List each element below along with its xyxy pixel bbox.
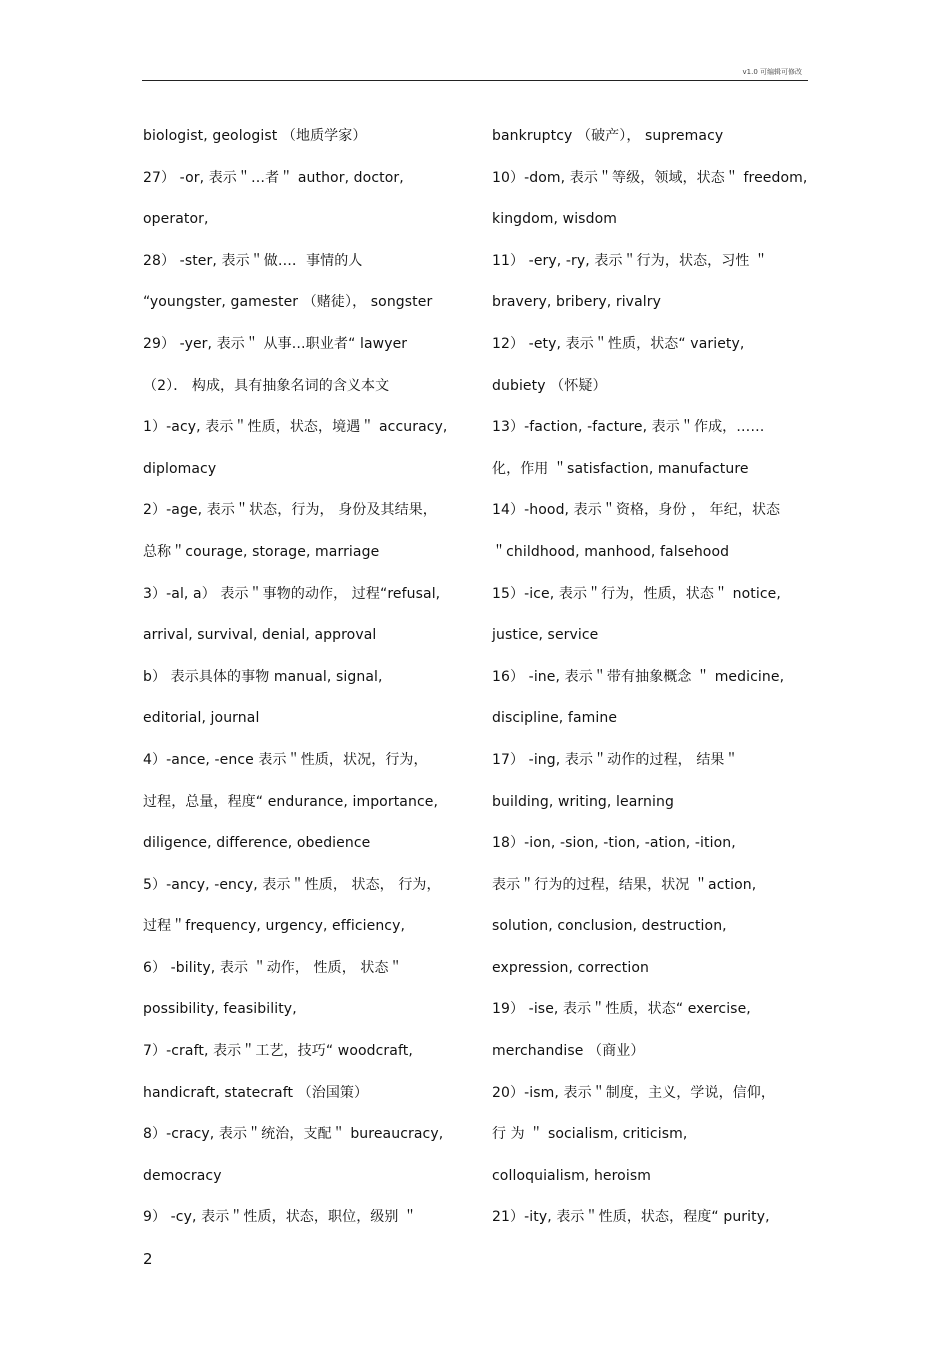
- text-line: 10）-dom, 表示＂等级，领域，状态＂ freedom,: [492, 169, 808, 186]
- text-line: discipline, famine: [492, 710, 618, 727]
- text-line: 化，作用 ＂satisfaction, manufacture: [492, 460, 749, 477]
- text-line: 3）-al, a） 表示＂事物的动作， 过程“refusal,: [143, 585, 441, 602]
- text-line: 2）-age, 表示＂状态，行为， 身份及其结果，: [143, 502, 437, 519]
- text-line: building, writing, learning: [492, 793, 674, 810]
- text-line: 过程＂frequency, urgency, efficiency,: [143, 918, 406, 935]
- text-line: 21）-ity, 表示＂性质，状态，程度“ purity,: [492, 1209, 770, 1226]
- page-number: 2: [143, 1250, 153, 1268]
- text-line: 1）-acy, 表示＂性质，状态，境遇＂ accuracy,: [143, 419, 448, 436]
- text-line: b） 表示具体的事物 manual, signal,: [143, 668, 383, 685]
- left-column: [143, 116, 461, 1239]
- text-line: 20）-ism, 表示＂制度，主义，学说，信仰，: [492, 1084, 775, 1101]
- text-line: colloquialism, heroism: [492, 1167, 651, 1184]
- text-line: bravery, bribery, rivalry: [492, 294, 661, 311]
- text-line: 29） -yer, 表示＂ 从事…职业者“ lawyer: [143, 335, 408, 352]
- text-line: editorial, journal: [143, 710, 260, 727]
- text-line: 9） -cy, 表示＂性质，状态，职位，级别 ＂: [143, 1209, 418, 1226]
- text-line: 18）-ion, -sion, -tion, -ation, -ition,: [492, 835, 736, 852]
- text-line: biologist, geologist （地质学家）: [143, 128, 367, 144]
- text-line: solution, conclusion, destruction,: [492, 918, 727, 935]
- text-line: ＂childhood, manhood, falsehood: [492, 543, 730, 560]
- text-line: 13）-faction, -facture, 表示＂作成，……: [492, 419, 765, 436]
- text-line: handicraft, statecraft （治国策）: [143, 1084, 369, 1101]
- text-line: 表示＂行为的过程，结果，状况 ＂action,: [492, 876, 757, 893]
- text-line: operator,: [143, 211, 209, 228]
- text-line: dubiety （怀疑）: [492, 377, 607, 394]
- text-line: 6） -bility, 表示 ＂动作， 性质， 状态＂: [143, 959, 403, 976]
- text-line: diplomacy: [143, 460, 217, 477]
- text-line: 19） -ise, 表示＂性质，状态“ exercise,: [492, 1001, 751, 1018]
- text-line: 14）-hood, 表示＂资格，身份 ， 年纪，状态: [492, 502, 781, 519]
- text-line: 7）-craft, 表示＂工艺，技巧“ woodcraft,: [143, 1043, 413, 1060]
- text-line: 11） -ery, -ry, 表示＂行为，状态，习性 ＂: [492, 252, 769, 269]
- text-line: 15）-ice, 表示＂行为，性质，状态＂ notice,: [492, 585, 781, 602]
- text-line: 27） -or, 表示＂…者＂ author, doctor,: [143, 169, 404, 186]
- text-line: merchandise （商业）: [492, 1043, 645, 1060]
- header-rule: [142, 80, 808, 81]
- text-line: democracy: [143, 1167, 222, 1184]
- text-line: justice, service: [492, 627, 599, 644]
- text-line: diligence, difference, obedience: [143, 835, 371, 852]
- text-line: 28） -ster, 表示＂做…．事情的人: [143, 252, 363, 269]
- text-line: （2）． 构成，具有抽象名词的含义本文: [143, 377, 390, 394]
- right-column: [492, 116, 810, 1239]
- text-line: expression, correction: [492, 959, 649, 976]
- version-tag: v1.0 可编辑可修改: [742, 68, 802, 76]
- text-line: possibility, feasibility,: [143, 1001, 297, 1018]
- text-line: arrival, survival, denial, approval: [143, 627, 377, 644]
- text-line: 总称＂courage, storage, marriage: [143, 543, 380, 560]
- text-line: 5）-ancy, -ency, 表示＂性质， 状态， 行为，: [143, 876, 441, 893]
- text-line: bankruptcy （破产）， supremacy: [492, 128, 724, 144]
- text-line: kingdom, wisdom: [492, 211, 617, 228]
- text-line: 4）-ance, -ence 表示＂性质，状况，行为，: [143, 751, 428, 768]
- text-line: 8）-cracy, 表示＂统治，支配＂ bureaucracy,: [143, 1126, 444, 1143]
- text-line: “youngster, gamester （赌徒）， songster: [143, 294, 433, 311]
- text-line: 12） -ety, 表示＂性质，状态“ variety,: [492, 335, 745, 352]
- text-line: 17） -ing, 表示＂动作的过程， 结果＂: [492, 751, 739, 768]
- text-line: 过程，总量，程度“ endurance, importance,: [143, 793, 439, 810]
- text-line: 行 为 ＂ socialism, criticism,: [492, 1126, 688, 1143]
- text-line: 16） -ine, 表示＂带有抽象概念 ＂ medicine,: [492, 668, 785, 685]
